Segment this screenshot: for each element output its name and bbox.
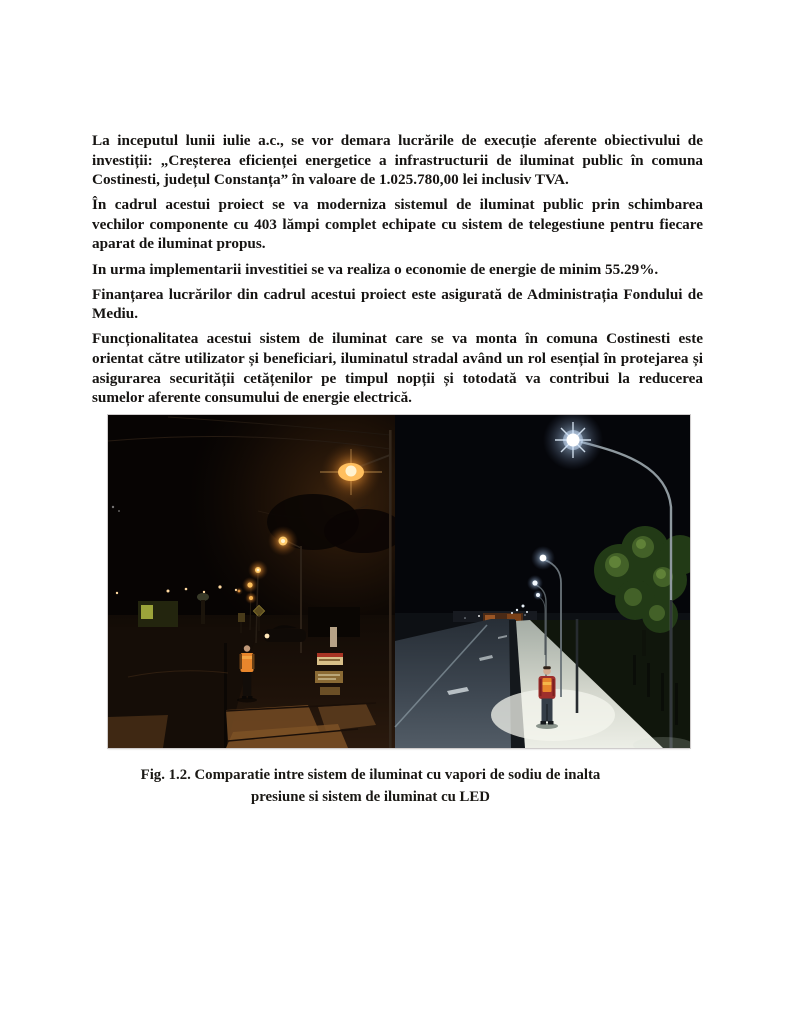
street-lighting-comparison-image — [108, 415, 690, 748]
caption-line-1: Fig. 1.2. Comparatie intre sistem de iluminat cu vapori de sodiu de inalta — [140, 767, 601, 783]
body-text — [92, 131, 703, 413]
paragraph-4: Finanțarea lucrărilor din cadrul acestui proiect este asigurată de Administrația Fondului de Mediu. — [92, 285, 703, 323]
paragraph-5: Funcționalitatea acestui sistem de iluminat care se va monta în comuna Costinesti este orientat către utilizator și beneficiari, iluminatul stradal având un rol esențial în protejarea și asigurarea securității cetățenilor pe timpul nopții și totodată va contribui la reducerea sumelor aferente consumului de energie electrică. — [92, 330, 703, 407]
paragraph-2: În cadrul acestui proiect se va moderniza sistemul de iluminat public prin schimbarea vechilor componente cu 403 lămpi complet echipate cu sistem de telegestiune pentru fiecare aparat de iluminat propus. — [92, 196, 703, 253]
caption-line-2: presiune si sistem de iluminat cu LED — [251, 788, 490, 805]
figure-caption — [92, 765, 649, 808]
paragraph-3: In urma implementarii investitiei se va realiza o economie de energie de minim 55.29%. — [92, 260, 659, 278]
white-post — [330, 627, 337, 647]
paragraph-1: La inceputul lunii iulie a.c., se vor demara lucrările de execuție aferente obiectivului de investiții: „Creșterea eficienței energetice a infrastructurii de iluminat public în comuna Costinesti, județul Constanța” în valoare de 1.025.780,00 lei inclusiv TVA. — [92, 132, 703, 189]
water-tower — [197, 593, 209, 601]
street-pole — [389, 430, 392, 748]
figure-1-2-photo — [108, 415, 690, 748]
led-road — [395, 619, 515, 748]
led-photo-panel — [395, 415, 690, 748]
